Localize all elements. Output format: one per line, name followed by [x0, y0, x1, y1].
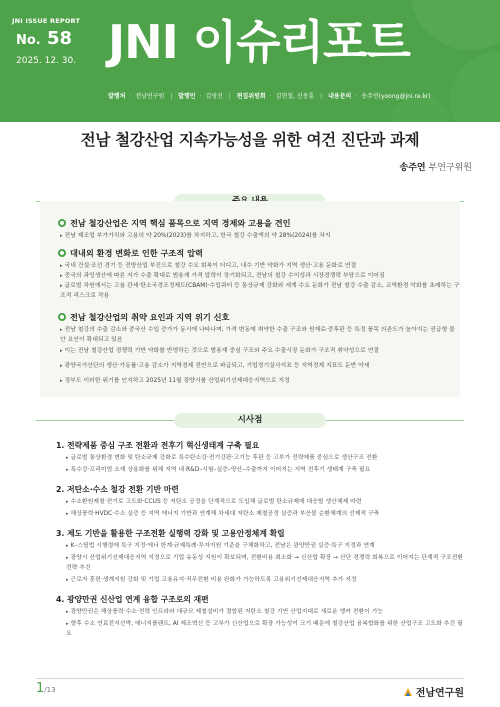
triangle-bullet-icon: ▸	[60, 327, 63, 333]
policy-bullet: ▸ 수소환원제철·전기로 고도화·CCUS 등 저탄소 공정을 단계적으로 도입해 글로벌 탄소규제에 대응할 생산체제 마련	[66, 499, 362, 505]
triangle-bullet-icon: ▸	[66, 577, 69, 583]
triangle-bullet-icon: ▸	[60, 283, 63, 289]
summary-bullet: ▸ 전남 철강의 수출 감소와 중국산 수입 증가가 동시에 나타나며, 가격 변동에 취약한 수출 구조와 원재료·중후판 등 특정 품목 의존도가 높아지는 권급형 불안 요인이 확대되고 있음	[60, 327, 455, 343]
issue-number-prefix: No.	[16, 33, 41, 48]
page-number	[36, 681, 56, 696]
triangle-bullet-icon: ▸	[60, 363, 63, 369]
triangle-bullet-icon: ▸	[66, 455, 69, 461]
triangle-bullet-icon: ▸	[66, 609, 69, 615]
triangle-bullet-icon: ▸	[66, 511, 69, 517]
policy-bullet: ▸ 특수강·프리미엄 소재 상용화를 위해 지역 내 R&D–시험–실증–양산–수출까지 이어지는 지역 전후기 생태계 구축 필요	[66, 467, 371, 473]
triangle-bullet-icon: ▸	[66, 621, 69, 627]
triangle-bullet-icon: ▸	[60, 233, 63, 239]
summary-heading: 대내외 환경 변화로 인한 구조적 압력	[58, 248, 203, 259]
meta-key-contact: 내용문의	[328, 93, 352, 100]
logo-text: 전남연구원	[415, 688, 464, 699]
logo-mark-icon	[403, 687, 413, 697]
policy-heading: 4. 광양만권 신산업 연계 융합 구조로의 재편	[56, 595, 209, 604]
meta-value-publisher: 전남연구원	[135, 93, 165, 100]
policy-bullet: ▸ 근로자 훈련·생계지원 강화 및 기업 고용유지·직무전환 비용 완화가 가능하도록 고용위기선제대응지역 추가 지정	[66, 577, 357, 583]
policy-heading: 1. 전략제품 중심 구조 전환과 전후기 혁신생태계 구축 필요	[56, 441, 260, 450]
policy-bullet: ▸ K–스틸법 시행령에 특구 지정·에너 한계·규제특례·투자지원 기준을 구체화하고, 전남은 광양만권 실증·특구 지정과 연계	[66, 543, 375, 549]
meta-value-issuer: 김영선	[205, 93, 223, 100]
triangle-bullet-icon: ▸	[60, 348, 63, 354]
summary-heading: 전남 철강산업의 취약 요인과 지역 위기 신호	[58, 312, 229, 323]
triangle-bullet-icon: ▸	[66, 499, 69, 505]
policy-bullet: ▸ 글로벌 통상환경 변화 및 탄소규제 강화로 특수탄소강·전기강판·고기능 후판 등 고부가 전략제품 중심으로 생산구조 전환	[66, 455, 378, 461]
circle-bullet-icon	[58, 219, 66, 227]
report-header	[0, 0, 500, 122]
policy-bullet: ▸ 광양만권은 해상풍력·수소·전력 인프라와 대규모 제철설비가 결합된 저탄소 철강 기반 산업지대로 새로운 앵커 전환이 가능	[66, 609, 384, 615]
summary-bullet: ▸ 글로벌 차원에서는 고율 관세·탄소국경조정제도(CBAM)·수입쿼터 등 통상규제 강화와 세계 수요 둔화가 전남 철강 수출 감소, 교역환경 악화를 초래하는 구조적 리스크로 작용	[60, 283, 460, 299]
triangle-bullet-icon: ▸	[60, 273, 63, 279]
circle-bullet-icon	[58, 249, 66, 257]
summary-bullet: ▸ 전남 제조업 부가가치와 고용의 약 20%(2023)를 차지하고, 한국 철강 수출액의 약 28%(2024)를 차지	[60, 233, 331, 239]
publication-date: 2025. 12. 30.	[16, 56, 77, 66]
triangle-bullet-icon: ▸	[60, 263, 63, 269]
policy-section-label: 시사점	[174, 413, 326, 428]
policy-heading: 3. 제도 기반을 활용한 구조전환 실행력 강화 및 고용안정체계 확립	[56, 529, 285, 538]
meta-key-editorial: 편집위원회	[236, 93, 266, 100]
page-total: /13	[44, 686, 56, 694]
meta-value-contact: 송주연(yoong@jni.re.kr)	[361, 93, 431, 100]
summary-bullet: ▸ 중국의 과잉생산에 따른 저가 수출 확대로 범용재 가격 압력이 장기화되고, 전남의 철강 수익성과 시장경쟁력 부담으로 이어짐	[60, 273, 385, 279]
triangle-bullet-icon: ▸	[66, 543, 69, 549]
summary-bullet: ▸ 광양국가산단의 생산·가동률·고용 감소가 지역경제 전반으로 파급되고, 기업경기실사지표 등 지역경제 지표도 둔반 약세	[60, 363, 370, 369]
summary-heading: 전남 철강산업은 지역 핵심 품목으로 지역 경제와 고용을 견인	[58, 218, 291, 229]
policy-bullet: ▸ 해상풍력·HVDC·수소 실증 등 지역 에너지 기반과 연계해 차세대 저탄소 제철공정 실증과 부산물 순환체계의 선제적 구축	[66, 511, 380, 517]
meta-key-issuer: 발행인	[178, 93, 196, 100]
triangle-bullet-icon: ▸	[60, 378, 63, 384]
report-series-label: JNI ISSUE REPORT	[12, 17, 81, 25]
footer-divider	[36, 678, 464, 679]
triangle-bullet-icon: ▸	[66, 555, 69, 561]
issue-number-value: 58	[47, 28, 73, 49]
summary-bullet: ▸ 국내 건설·조선 경기 등 전방산업 부진으로 철강 수요 회복이 더디고, 내수 기반 약화가 지역 생산·고용 둔화로 연결	[60, 263, 357, 269]
author-name: 송주연	[399, 163, 426, 173]
policy-heading: 2. 저탄소·수소 철강 전환 기반 마련	[56, 485, 179, 494]
policy-bullet: ▸ 향후 수소 연료전지선박, 에너지플랜트, AI 제조혁신 등 고부가 신산업으로 확장 가능성이 크기 때문에 철강산업 융복합화를 위한 산업구조 고도화 추진 필요	[66, 621, 463, 637]
page-current: 1	[36, 681, 45, 696]
document-title: 전남 철강산업 지속가능성을 위한 여건 진단과 과제	[80, 131, 420, 149]
summary-bullet: ▸ 이는 전남 철강산업 경쟁력 기반 약화를 반영하는 것으로 범용재 중심 구조와 주요 수출시장 둔화가 구조적 취약성으로 연결	[60, 348, 379, 354]
circle-bullet-icon	[58, 313, 66, 321]
meta-key-publisher: 발행처	[108, 93, 126, 100]
publication-meta: 발행처 · 전남연구원 | 발행인 · 김영선 | 편집위원회 · 김현철, 신동훈 | 내용문의 · 송주연(yoong@jni.re.kr)	[108, 93, 431, 100]
summary-bullet: ▸ 정부도 이러한 위기를 인지하고 2025년 11월 광양시를 산업위기선제대응지역으로 지정	[60, 378, 290, 384]
policy-bullet: ▸ 광양시 산업위기선제대응지역 지정으로 기업 유동성 지원이 확보되며, 전환비용 최소화 → 신산업 확장 → 산단 경쟁력 회복으로 이어지는 단계적 구조전환 전략 추진	[66, 555, 464, 571]
author-line	[400, 160, 472, 173]
report-title: JNI 이슈리포트	[108, 15, 410, 69]
meta-value-editorial: 김현철, 신동훈	[275, 93, 315, 100]
issue-number	[16, 28, 72, 49]
jni-logo	[403, 684, 464, 699]
author-role: 부연구위원	[428, 163, 472, 173]
triangle-bullet-icon: ▸	[66, 467, 69, 473]
